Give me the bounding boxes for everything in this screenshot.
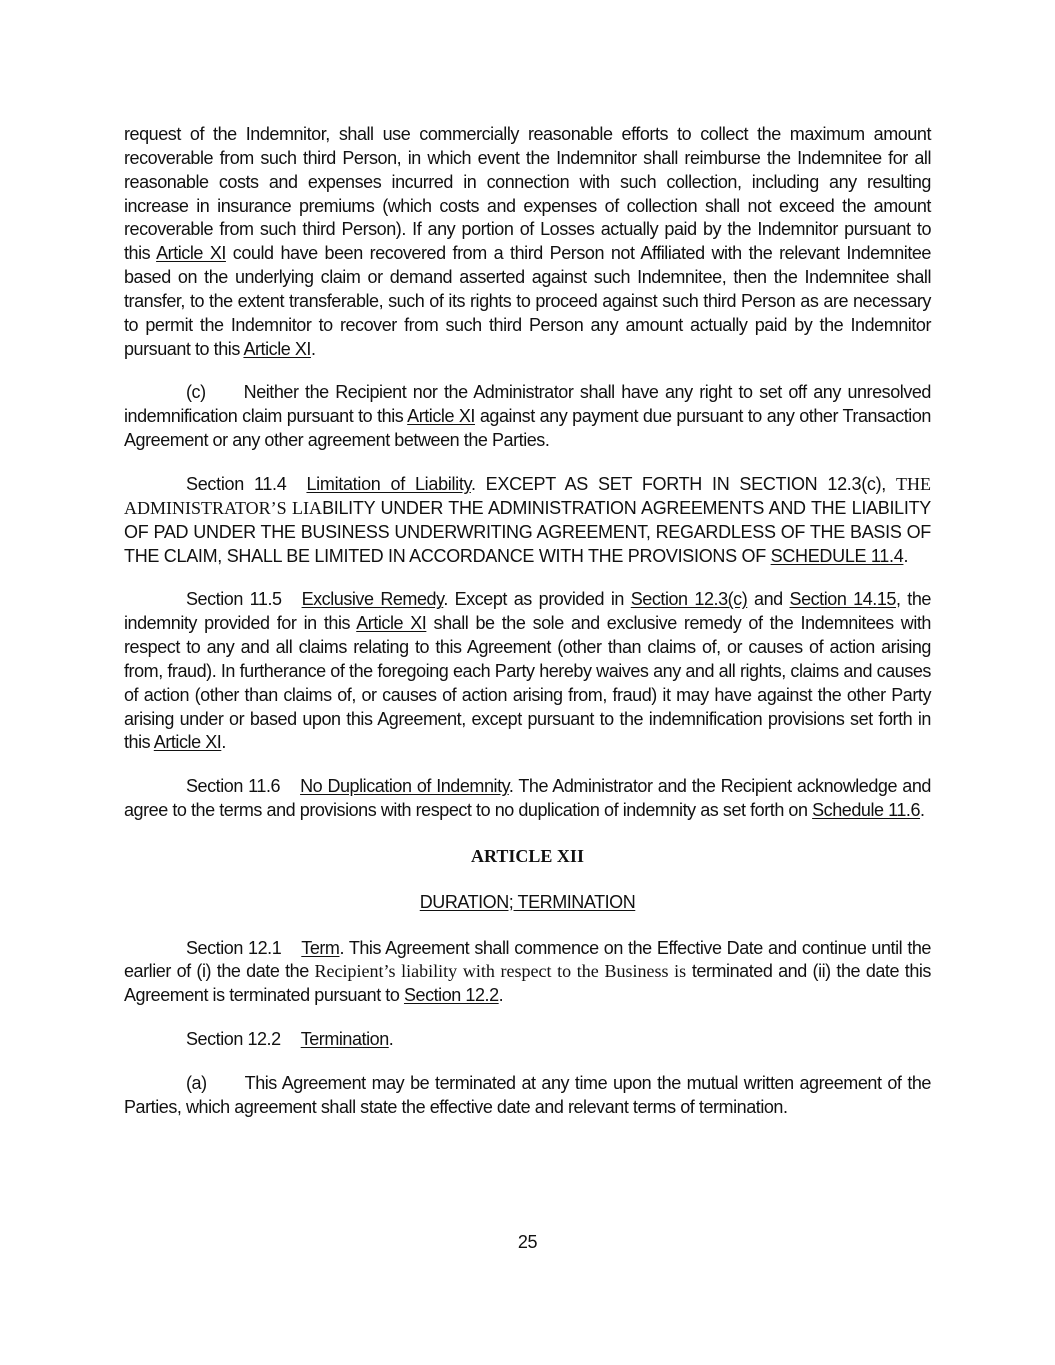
text: . <box>498 985 504 1006</box>
section-14-15-link[interactable]: Section 14.15 <box>789 589 896 610</box>
document-page <box>124 123 931 1140</box>
section-number: Section 11.5 <box>186 589 282 610</box>
text: Neither the Recipient nor the Administrator shall have any right to set off any unresolved indemnification claim pursuant to this <box>124 382 931 427</box>
section-number: Section 11.4 <box>186 473 287 494</box>
paragraph-label: (c) <box>186 382 206 403</box>
article-xi-link[interactable]: Article XI <box>243 338 311 359</box>
text: . Except as provided in <box>443 589 631 610</box>
text: . <box>920 800 925 821</box>
continuation-paragraph <box>124 123 931 361</box>
section-title: Term <box>301 937 340 958</box>
text: terminated and (ii) the date this Agreement is terminated pursuant to <box>124 961 931 1006</box>
text: and <box>747 589 790 610</box>
text: against any payment due pursuant to any other Transaction Agreement or any other agreement between the Parties. <box>124 406 931 451</box>
text: . This Agreement shall commence on the Effective Date and continue until the earlier of (i) the date the <box>124 937 931 982</box>
section-title: No Duplication of Indemnity <box>300 776 509 797</box>
schedule-11-6-link[interactable]: Schedule 11.6 <box>812 800 921 821</box>
text: . <box>903 545 909 566</box>
article-title: DURATION; TERMINATION <box>419 891 636 912</box>
text: THE ADMINISTRATOR’S LIA <box>124 473 932 518</box>
section-title: Limitation of Liability <box>306 473 471 494</box>
text: request of the Indemnitor, shall use commercially reasonable efforts to collect the maximum amount recoverable from such third Person, in which event the Indemnitor shall reimburse the Indemnitee for all reasonable costs and expenses incurred in connection with such collection, including any resulting increase in insurance premiums (which costs and expenses of collection shall not exceed the amount recoverable from such third Person). If any portion of Losses actually paid by the Indemnitor pursuant to this <box>124 124 931 264</box>
text: . <box>221 732 226 753</box>
schedule-11-4-link[interactable]: SCHEDULE 11.4 <box>770 545 904 566</box>
section-11-6 <box>124 775 931 823</box>
paragraph-c <box>124 381 931 453</box>
section-11-4 <box>124 473 931 568</box>
text: This Agreement may be terminated at any time upon the mutual written agreement of the Parties, which agreement shall state the effective date and relevant terms of termination. <box>124 1073 931 1117</box>
section-12-2 <box>124 1028 931 1052</box>
text: BILITY UNDER THE ADMINISTRATION AGREEMENTS AND THE LIABILITY OF PAD UNDER THE BUSINESS UNDERWRITING AGREEMENT, REGARDLESS OF THE BASIS OF THE CLAIM, SHALL BE LIMITED IN ACCORDANCE WITH THE PROVISIONS OF <box>124 497 931 566</box>
text: , the indemnity provided for in this <box>124 589 931 634</box>
article-xi-link[interactable]: Article XI <box>356 613 427 634</box>
section-title: Exclusive Remedy <box>301 589 444 610</box>
page-number: 25 <box>517 1232 538 1252</box>
text: shall be the sole and exclusive remedy of the Indemnitees with respect to any and all claims relating to this Agreement (other than claims of, or causes of action arising from, fraud). In furtherance of the foregoing each Party hereby waives any and all rights, claims and causes of action (other than claims of, or causes of action arising from, fraud) it may have against the other Party arising under or based upon this Agreement, except pursuant to the indemnification provisions set forth in this <box>124 613 931 753</box>
paragraph-label: (a) <box>186 1073 207 1093</box>
section-number: Section 12.1 <box>186 937 282 958</box>
section-title: Termination <box>300 1029 389 1050</box>
text: could have been recovered from a third Person not Affiliated with the relevant Indemnitee based on the underlying claim or demand asserted against such Indemnitee, then the Indemnitee shall transfer, to the extent transferable, such of its rights to proceed against such third Person as are necessary to permit the Indemnitor to recover from such third Person any amount actually paid by the Indemnitor pursuant to this <box>124 243 931 359</box>
section-number: Section 11.6 <box>186 776 281 797</box>
text: . <box>388 1029 394 1050</box>
section-12-2-link[interactable]: Section 12.2 <box>403 985 499 1006</box>
text: Recipient’s liability with respect to the Business is <box>314 961 687 982</box>
text: . <box>310 338 316 359</box>
paragraph-a <box>124 1072 931 1120</box>
article-xi-link[interactable]: Article XI <box>407 406 475 427</box>
section-11-5 <box>124 588 931 755</box>
section-12-3c-link[interactable]: Section 12.3(c) <box>630 589 748 610</box>
section-12-1 <box>124 937 931 1009</box>
article-xi-link[interactable]: Article XI <box>153 732 222 753</box>
text: . EXCEPT AS SET FORTH IN SECTION 12.3(c), <box>470 473 897 494</box>
article-xi-link[interactable]: Article XI <box>156 243 226 264</box>
text: . The Administrator and the Recipient acknowledge and agree to the terms and provisions with respect to no duplication of indemnity as set forth on <box>124 776 931 821</box>
section-number: Section 12.2 <box>186 1029 281 1050</box>
article-subheading <box>124 891 931 915</box>
article-heading: ARTICLE XII <box>471 845 584 866</box>
